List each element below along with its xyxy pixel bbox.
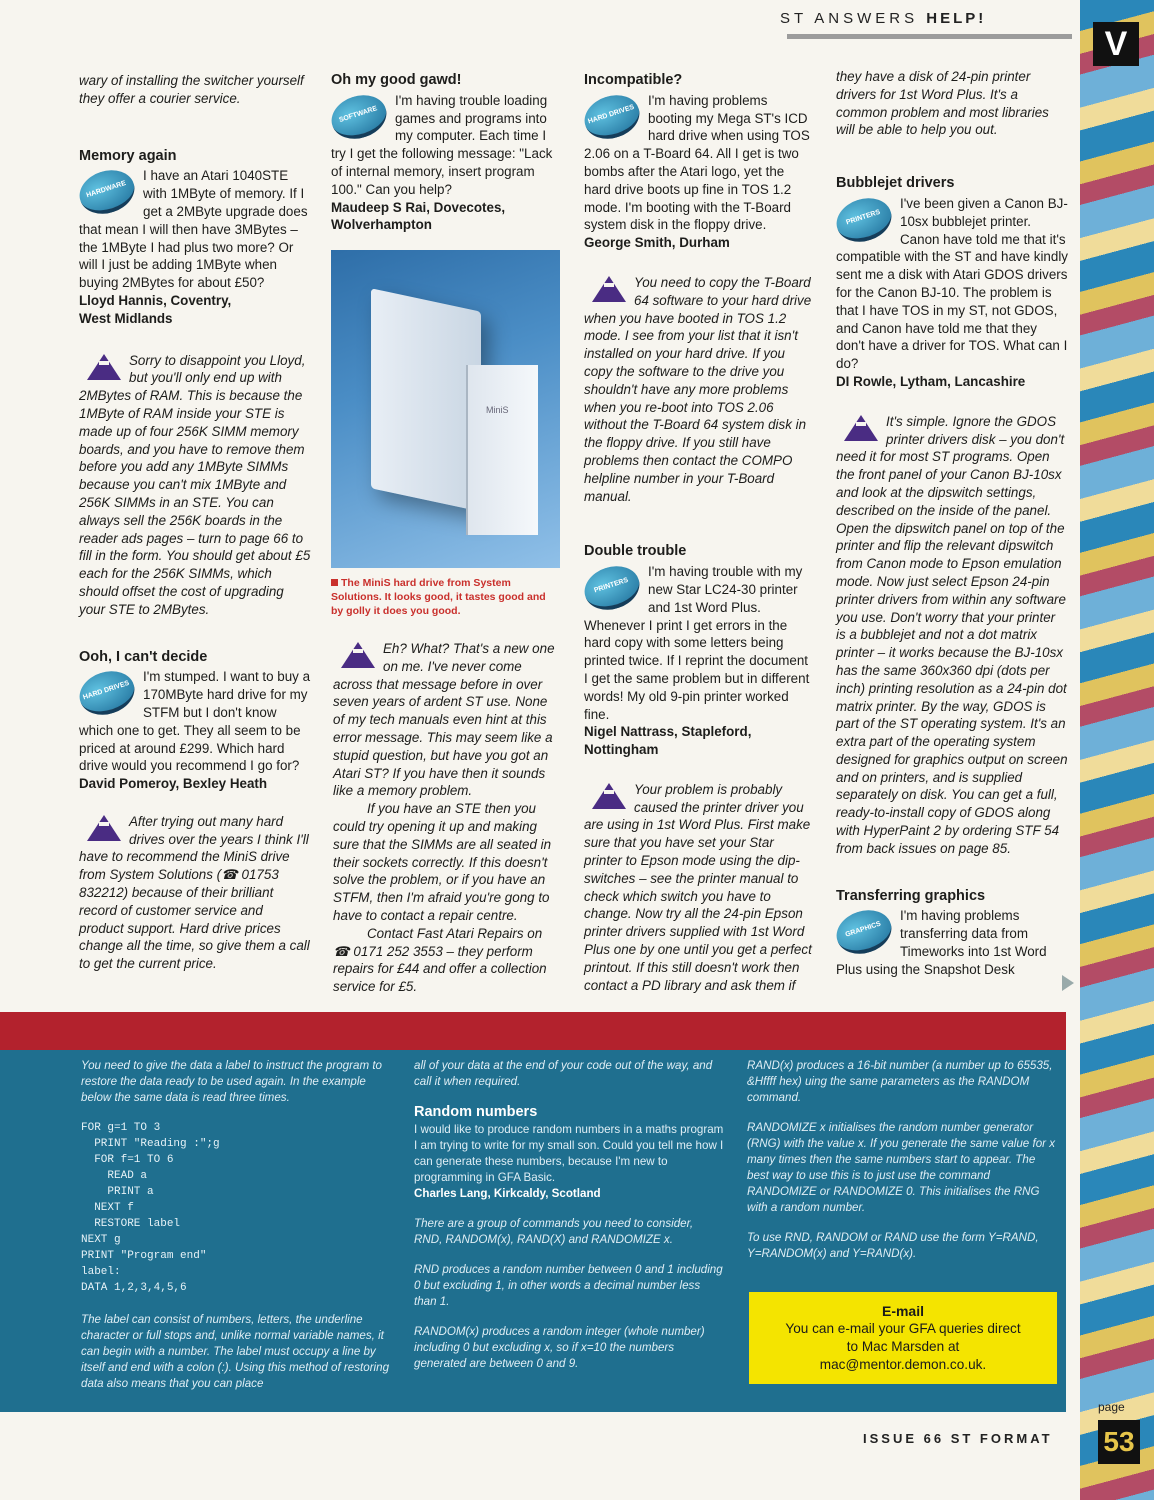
issue-footer: ISSUE 66 ST FORMAT: [863, 1431, 1053, 1446]
photo-caption: [331, 576, 560, 618]
caption-text: The MiniS hard drive from System Solutions. It looks good, it tastes good and by golly it does you good.: [331, 577, 546, 617]
panel-text: To use RND, RANDOM or RAND use the form Y=RAND, Y=RANDOM(x) and Y=RAND(x).: [747, 1231, 1039, 1260]
answer-text: It's simple. Ignore the GDOS printer drivers disk – you don't need it for most ST programs. Open the front panel of your Canon BJ-10sx and look at the dipswitch settings, described on the inside of the panel. Open the dipswitch panel on top of the printer and flip the relevant dipswitch from Canon mode to Epson emulation mode. Now just select Epson 24-pin printer drivers from within any software you use. Don't worry that your printer is a bubblejet and not a dot matrix printer – it works because the BJ-10sx has the same 360x360 dpi (dots per inch) printing resolution as a 24-pin dot matrix printer. By the way, GDOS is part of the ST operating system. It's an extra part of the operating system designed for graphics output on screen and on printers, and is supplied separately on disk. You can get a full, ready-to-install copy of GDOS along with HyperPaint 2 by ordering STF 54 from back issues on page 85.: [836, 413, 1068, 856]
page-label: page: [1098, 1400, 1125, 1414]
drive-front: [466, 365, 538, 535]
answer-icon: [87, 354, 121, 380]
question-block: [836, 195, 1068, 391]
continued-answer: wary of installing the switcher yourself they offer a courier service.: [79, 73, 304, 106]
reader-location: Nottingham: [584, 742, 659, 758]
question-block: [836, 907, 1068, 978]
answer-text: Eh? What? That's a new one on me. I've never come across that message before in over seven years of ardent ST use. None of my tech manuals even hint at this error message. This may seem like a stupid question, but have you got an Atari ST? If you have then it sounds like a memory problem.: [333, 641, 555, 799]
continue-arrow-icon: [1062, 975, 1074, 991]
answer-icon: [592, 783, 626, 809]
drive-label: MiniS: [486, 405, 509, 415]
answer-text: Sorry to disappoint you Lloyd, but you'll only end up with 2MBytes of RAM. This is because the 1MByte of RAM inside your STE is made up of four 256K SIMM memory boards, and you have to remove them before you add any 1MByte SIMMs because you can't mix 1MByte and 256K SIMMs in an STE. You can always sell the 256K boards in the reader ads pages – turn to page 66 to fill in the form. You should get about £5 each for the 256K SIMMs, which should offset the cost of upgrading your STE to 2MBytes.: [79, 352, 311, 617]
panel-text: all of your data at the end of your code out of the way, and call it when required.: [414, 1059, 713, 1088]
question-title: Oh my good gawd!: [331, 72, 462, 88]
answer-block: [79, 813, 311, 973]
minis-hard-drive-photo: [331, 250, 560, 568]
answer-block: [836, 413, 1068, 858]
random-numbers-title: Random numbers: [414, 1104, 538, 1120]
question-block: [584, 563, 812, 759]
answer-block: [333, 640, 562, 996]
panel-header-bar: [0, 1012, 1066, 1050]
drive-body: [371, 288, 481, 511]
panel-text: RANDOM(x) produces a random integer (whole number) including 0 but excluding x, so if x=10 the numbers generated are between 0 and 9.: [414, 1325, 705, 1370]
answer-text: You need to copy the T-Board 64 software to your hard drive when you have booted in TOS 1.2 mode. I see from your list that it isn't installed on your hard drive. If you copy the software to the drive you shouldn't have any more problems when you re-boot into TOS 2.06 without the T-Board 64 system disk in the floppy drive. If you still have problems then contact the COMPO helpline number in your T-Board manual.: [584, 274, 812, 504]
graphics-tag-icon: GRAPHICS: [831, 904, 897, 961]
answer-block: [584, 781, 812, 995]
email-text: You can e-mail your GFA queries direct to Mac Marsden at mac@mentor.demon.co.uk.: [785, 1321, 1021, 1372]
question-title: Memory again: [79, 147, 177, 164]
answer-text: If you have an STE then you could try opening it up and making sure that the SIMMs are all seated in their sockets correctly. If this doesn't solve the problem, or if you have an STFM, then I'm afraid you're gong to have to contact a repair centre.: [333, 801, 552, 923]
printers-tag-icon: PRINTERS: [831, 191, 897, 248]
question-text: I'm having trouble with my new Star LC24-30 printer and 1st Word Plus. Whenever I print I get errors in the hard copy with some letters being printed twice. If I reprint the document I get the same problem but in different words! My old 9-pin printer worked fine.: [584, 564, 810, 722]
reader-name: David Pomeroy, Bexley Heath: [79, 776, 268, 792]
printers-tag-icon: PRINTERS: [579, 560, 645, 617]
question-text: I'm stumped. I want to buy a 170MByte hard drive for my STFM but I don't know which one to get. They all seem to be priced at around £299. Which hard drive would you recommend I go for?: [79, 669, 311, 774]
answer-icon: [87, 815, 121, 841]
panel-text: RANDOMIZE x initialises the random number generator (RNG) with the value x. If you generate the same value for x many times then the same numbers start to appear. The best way to use this is to just use the command RANDOMIZE or RANDOMIZE 0. This initialises the RNG with a random number.: [747, 1121, 1056, 1214]
code-listing: FOR g=1 TO 3 PRINT "Reading :";g FOR f=1 TO 6 READ a PRINT a NEXT f RESTORE label NEXT g PRINT "Program end" label: DATA 1,2,3,4,5,6: [81, 1122, 220, 1294]
panel-column-1: [81, 1058, 391, 1406]
reader-location: West Midlands: [79, 310, 173, 326]
column-3: [584, 72, 812, 994]
section-title: ST ANSWERS: [780, 10, 919, 27]
question-block: [584, 92, 812, 252]
column-2-lower: [333, 640, 562, 996]
hard-drives-tag-icon: HARD DRIVES: [74, 665, 140, 722]
question-block: [79, 167, 311, 327]
question-text: I'm having trouble loading games and programs into my computer. Each time I try I get the following message: "Lack of internal memory, insert program 100." Can you help?: [331, 92, 553, 197]
answer-text: Your problem is probably caused the printer driver you are using in 1st Word Plus. First make sure that you have set your Star printer to Epson mode using the dip-switches – see the printer manual to check which switch you have to change. Now try all the 24-pin Epson printer drivers supplied with 1st Word Plus one by one until you get a perfect printout. If this still doesn't work then contact a PD library and ask them if: [584, 781, 812, 993]
reader-name: DI Rowle, Lytham, Lancashire: [836, 373, 1026, 389]
continued-answer: they have a disk of 24-pin printer drivers for 1st Word Plus. It's a common problem and most libraries will be able to help you out.: [836, 69, 1049, 138]
question-text: I'm having problems transferring data from Timeworks into 1st Word Plus using the Snapshot Desk: [836, 908, 1047, 977]
answer-icon: [341, 642, 375, 668]
question-text: I would like to produce random numbers in a maths program I am trying to write for my small son. Could you tell me how I can generate these numbers, because I'm new to programming in GFA Basic.: [414, 1123, 724, 1184]
answer-text: After trying out many hard drives over the years I think I'll have to recommend the MiniS drive from System Solutions (☎ 01753 832212) because of their brilliant record of customer service and product support. Hard drive prices change all the time, so give them a call to get the current price.: [79, 813, 310, 972]
page-number: 53: [1098, 1420, 1140, 1464]
reader-name: Lloyd Hannis, Coventry,: [79, 292, 232, 308]
help-badge: HELP!: [926, 10, 987, 27]
question-title: Ooh, I can't decide: [79, 648, 208, 665]
hard-drives-tag-icon: HARD DRIVES: [579, 88, 645, 145]
answer-block: [584, 274, 812, 505]
question-title: Transferring graphics: [836, 887, 986, 904]
panel-text: RND produces a random number between 0 and 1 including 0 but excluding 1, in other words a decimal number less than 1.: [414, 1263, 723, 1308]
reader-name: Charles Lang, Kirkcaldy, Scotland: [414, 1187, 601, 1200]
question-title: Incompatible?: [584, 72, 683, 88]
email-title: E-mail: [881, 1303, 924, 1319]
question-block: [79, 668, 311, 793]
reader-name: Nigel Nattrass, Stapleford,: [584, 724, 752, 740]
caption-bullet: [331, 579, 338, 586]
hardware-tag-icon: HARDWARE: [74, 164, 140, 221]
panel-text: There are a group of commands you need to consider, RND, RANDOM(x), RAND(X) and RANDOMIZE x.: [414, 1217, 694, 1246]
email-box: [749, 1292, 1057, 1384]
column-1: [79, 72, 311, 973]
column-4: [836, 68, 1068, 979]
panel-column-2: [414, 1058, 724, 1386]
question-text: I'm having problems booting my Mega ST's ICD hard drive when using TOS 2.06 on a T-Board 64. All I get is two bombs after the Atari logo, yet the hard drive boots up fine in TOS 1.2 mode. I'm booting with the T-Board system disk in the floppy drive.: [584, 92, 810, 233]
answer-icon: [844, 415, 878, 441]
header-rule: [787, 34, 1072, 39]
panel-text: The label can consist of numbers, letters, the underline character or full stops and, unlike normal variable names, it can begin with a number. The label must occupy a line by itself and end with a colon (:). Using this method of restoring data also means that you can place: [81, 1313, 390, 1390]
question-title: Bubblejet drivers: [836, 175, 955, 192]
answer-block: [79, 352, 311, 619]
reader-name: Maudeep S Rai, Dovecotes,: [331, 199, 506, 215]
question-text: I've been given a Canon BJ-10sx bubblejet printer. Canon have told me that it's compatible with the ST and have kindly sent me a disk with Atari GDOS drivers for the Canon BJ-10. The problem is that I have TOS in my ST, not GDOS, and Canon have told me that they don't have a driver for TOS. What can I do?: [836, 195, 1068, 372]
panel-column-3: [747, 1058, 1059, 1276]
column-2: [331, 72, 560, 234]
section-letter-badge: V: [1093, 22, 1139, 66]
question-text: I have an Atari 1040STE with 1MByte of memory. If I get a 2MByte upgrade does that mean I will then have 3MBytes – the 1MByte I had plus two more? Or will I just be adding 1MByte when buying 2MBytes for about £50?: [79, 168, 308, 291]
answer-icon: [592, 276, 626, 302]
answer-text: Contact Fast Atari Repairs on ☎ 0171 252 3553 – they perform repairs for £44 and offer a collection service for £5.: [333, 925, 547, 995]
software-tag-icon: SOFTWARE: [326, 88, 392, 145]
question-title: Double trouble: [584, 543, 687, 560]
reader-location: Wolverhampton: [331, 217, 432, 233]
reader-name: George Smith, Durham: [584, 235, 730, 251]
panel-text: You need to give the data a label to instruct the program to restore the data ready to be used again. In the example below the same data is read three times.: [81, 1059, 382, 1104]
panel-text: RAND(x) produces a 16-bit number (a number up to 65535, &Hffff hex) uing the same parameters as the RANDOM command.: [747, 1059, 1053, 1104]
question-block: [331, 92, 560, 234]
page-header: [780, 10, 986, 27]
decorative-side-strip: [1080, 0, 1154, 1500]
